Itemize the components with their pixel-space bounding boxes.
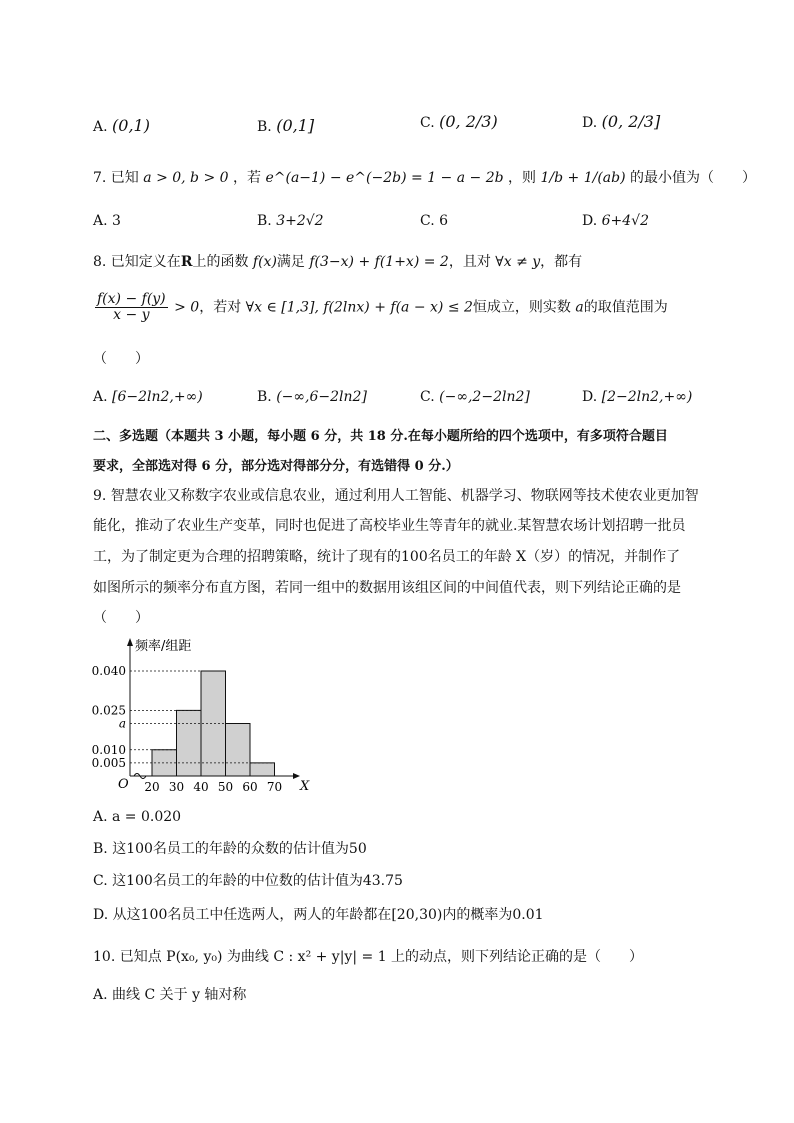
q9-option-a: A. a = 0.020 (93, 809, 182, 825)
q7-suffix: 的最小值为（ ） (630, 170, 757, 186)
q7-option-d (582, 211, 649, 231)
x-tick-label: 60 (242, 780, 258, 794)
q7-then: ，则 (508, 170, 537, 186)
q10-option-a: A. 曲线 C 关于 y 轴对称 (93, 987, 247, 1003)
q7-stem (93, 168, 756, 188)
q8-ineq-rhs: > 0 (174, 299, 200, 316)
q6-option-c (420, 112, 498, 133)
q8-option-d (582, 387, 692, 407)
q8-mid2: 满足 (276, 254, 305, 270)
q7-option-b (257, 211, 324, 231)
q8-fx: f(x) (252, 254, 277, 270)
y-tick-label: 0.010 (91, 742, 126, 757)
x-tick-label: 20 (144, 780, 160, 794)
q8-option-d-math: [2−2ln2,+∞) (601, 389, 693, 405)
option-label: B. (257, 389, 272, 405)
q9-line4: 如图所示的频率分布直方图，若同一组中的数据用该组区间的中间值代表，则下列结论正确的是 (93, 580, 681, 596)
option-label: A. (93, 389, 108, 405)
q8-option-b-math: (−∞,6−2ln2] (276, 389, 367, 405)
q7-equation: e^(a−1) − e^(−2b) = 1 − a − 2b (265, 170, 504, 186)
q8-end: ，都有 (540, 254, 583, 270)
q8-forall2: ∀x ∈ [1,3], f(2lnx) + f(a − x) ≤ 2 (245, 299, 473, 316)
q8-forall: ∀x ≠ y (495, 254, 541, 270)
q9-option-b: B. 这100名员工的年龄的众数的估计值为50 (93, 841, 367, 857)
x-axis-label: X (300, 779, 310, 794)
q9-line3: 工，为了制定更为合理的招聘策略，统计了现有的100名员工的年龄 X（岁）的情况，并制作了 (93, 549, 681, 565)
origin-label: O (118, 777, 129, 792)
option-label: D. (582, 213, 598, 229)
x-tick-label: 30 (168, 780, 185, 794)
q6-option-d-math: (0, 2/3] (601, 112, 661, 131)
q8-a: a (575, 299, 584, 316)
q8-frac-num: f(x) − f(y) (97, 291, 166, 307)
option-label: A. (93, 119, 108, 135)
q8-R: R (180, 254, 193, 270)
q9-option-d: D. 从这100名员工中任选两人，两人的年龄都在[20,30)内的概率为0.01 (93, 907, 544, 923)
x-tick-label: 40 (193, 780, 209, 794)
q8-prefix: 8. 已知定义在 (93, 254, 181, 270)
q8-option-a (93, 387, 203, 407)
q8-mid: 上的函数 (192, 254, 249, 270)
q6-option-a (93, 116, 150, 137)
x-tick-label: 50 (217, 780, 234, 794)
q8-line2-mid: ，若对 (199, 299, 242, 316)
q10-stem: 10. 已知点 P(x₀, y₀) 为曲线 C : x² + y|y| = 1 上的动点，则下列结论正确的是（ ） (93, 949, 644, 965)
option-label: D. (582, 389, 598, 405)
q9-paren: （ ） (93, 610, 149, 626)
q7-cond: a > 0, b > 0 (143, 170, 229, 186)
q6-option-c-math: (0, 2/3) (439, 112, 498, 131)
q8-option-c-math: (−∞,2−2ln2] (439, 389, 530, 405)
y-tick-label: 0.040 (91, 664, 126, 678)
q9-line1: 9. 智慧农业又称数字农业或信息农业，通过利用人工智能、机器学习、物联网等技术使农业更加智 (93, 488, 699, 504)
q9-option-c: C. 这100名员工的年龄的中位数的估计值为43.75 (93, 873, 403, 889)
histogram-bar (201, 671, 226, 776)
histogram-bar (226, 724, 251, 777)
q8-option-b (257, 387, 367, 407)
q7-prefix: 7. 已知 (93, 170, 139, 186)
q7-expr: 1/b + 1/(ab) (540, 170, 626, 186)
q8-eq: f(3−x) + f(1+x) = 2 (309, 254, 449, 270)
y-tick-label: 0.025 (91, 703, 126, 718)
q6-option-d (582, 112, 660, 133)
q6-option-a-math: (0,1) (112, 116, 150, 135)
histogram-bar (177, 710, 202, 776)
option-label: B. (257, 119, 272, 135)
q8-line2-end2: 的取值范围为 (583, 299, 668, 316)
x-tick-label: 70 (266, 780, 283, 794)
q7-option-a: A. 3 (93, 213, 121, 229)
q8-fraction (95, 292, 168, 323)
frequency-histogram (88, 636, 318, 796)
q7-option-b-math: 3+2√2 (276, 213, 324, 229)
q8-frac-den: x − y (113, 307, 150, 323)
q6-option-b-math: (0,1] (276, 116, 315, 135)
x-axis-arrow (293, 773, 300, 779)
q6-option-b (257, 116, 314, 137)
section2-header-line2: 要求，全部选对得 6 分，部分选对得部分分，有选错得 0 分.） (93, 459, 459, 474)
q8-stem-line1 (93, 252, 582, 272)
q8-line2-end: 恒成立，则实数 (472, 299, 571, 316)
q8-option-c (420, 387, 530, 407)
q9-line2: 能化，推动了农业生产变革，同时也促进了高校毕业生等青年的就业.某智慧农场计划招聘一批员 (93, 518, 686, 534)
histogram-bar (250, 763, 275, 776)
q7-option-c: C. 6 (420, 213, 449, 229)
q8-stem-line2 (93, 292, 668, 323)
option-label: B. (257, 213, 272, 229)
q7-mid: ，若 (233, 170, 262, 186)
option-label: C. (420, 389, 435, 405)
q8-option-a-math: [6−2ln2,+∞) (112, 389, 203, 405)
y-axis-arrow (127, 638, 133, 646)
y-tick-label: a (118, 716, 126, 731)
q8-mid3: ，且对 (448, 254, 491, 270)
option-label: D. (582, 115, 598, 131)
q7-option-d-math: 6+4√2 (601, 213, 650, 229)
q8-paren: （ ） (93, 351, 149, 367)
y-axis-label: 频率/组距 (135, 639, 192, 654)
section2-header-line1: 二、多选题（本题共 3 小题，每小题 6 分，共 18 分.在每小题所给的四个选项中，有多项符合题目 (93, 429, 668, 444)
option-label: C. (420, 115, 435, 131)
y-tick-label: 0.005 (91, 755, 126, 770)
